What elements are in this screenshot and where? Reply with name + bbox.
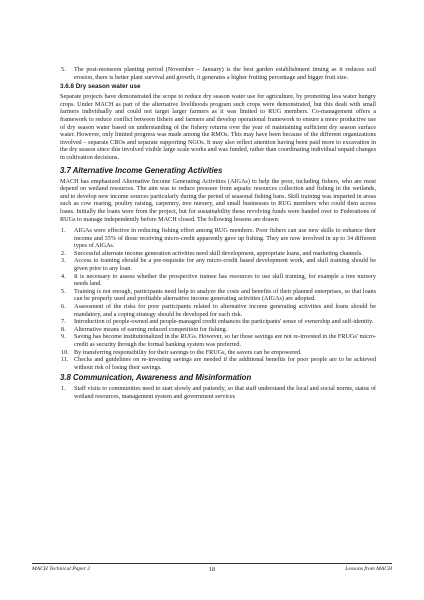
list-item-text: The post-monsoon planting period (November – January) is the best garden establishment timing as it reduces soil erosion, there is better plant survival and growth, it generates a higher fruiting percentage and bigger fruit size. xyxy=(74,66,376,81)
list-item-text: AIGAs were effective in reducing fishing effort among RUG members. Poor fishers can use new skills to enhance their income and 35% of those receiving micro-credit apparently gave up fishing. They are now involved in up to 34 different types of AIGAs. xyxy=(74,227,376,250)
list-item-number: 11. xyxy=(61,356,69,364)
list-item-text: Assessment of the risks for poor participants related to alternative income generating activities and loans should be mandatory, and a coping strategy should be developed for each risk. xyxy=(74,303,376,318)
list-item xyxy=(60,349,376,357)
list-item xyxy=(60,227,376,250)
list-item-text: Introduction of people-owned and people-managed credit enhances the participants' sense of ownership and self-identity. xyxy=(74,318,374,326)
list-item-text: Saving has become institutionalized in the RUGs. However, so far those savings are not re-invested in the FRUGs' micro-credit as security through the formal banking system was preferred. xyxy=(74,333,376,348)
list-item xyxy=(60,66,376,81)
footer-document-title: MACH Technical Paper 2 xyxy=(32,566,91,572)
list-item-number: 5. xyxy=(61,287,66,295)
list-item-number: 8. xyxy=(61,325,66,333)
list-item-number: 4. xyxy=(61,272,66,280)
list-item-text: Training is not enough, participants need help to analyze the costs and benefits of their planned enterprises, so that loans can be properly used and profitable alternative income generating activities (AIGAs) are adopted. xyxy=(74,287,376,303)
footer-page-number: 18 xyxy=(208,566,216,573)
list-item xyxy=(60,257,376,272)
list-item-number: 6. xyxy=(61,303,66,311)
list-item xyxy=(60,385,376,400)
list-item xyxy=(60,356,376,371)
lessons-list xyxy=(60,227,376,371)
list-item-text: Staff visits to communities need to start slowly and patiently, so that staff understand the local and social norms, status of wetland resources, management system and government services xyxy=(74,385,376,400)
list-item-text: It is necessary to assess whether the prospective trainee has resources to use skill training, for example a tree nursery needs land. xyxy=(74,272,376,288)
list-item-number: 1. xyxy=(61,227,66,235)
list-item-text: Access to training should be a pre-requisite for any micro-credit based development work, and skill training should be given prior to any loan. xyxy=(74,257,376,273)
list-item-number: 5. xyxy=(61,66,66,73)
intro-list xyxy=(60,66,376,81)
communication-list xyxy=(60,385,376,400)
page-footer xyxy=(32,563,392,574)
list-item-number: 7. xyxy=(61,318,66,326)
section-heading-alternative-income: 3.7 Alternative Income Generating Activities xyxy=(60,165,223,175)
section-heading-communication: 3.8 Communication, Awareness and Misinformation xyxy=(60,373,252,383)
list-item-number: 3. xyxy=(61,257,66,265)
list-item xyxy=(60,303,376,318)
list-item-text: Checks and guidelines on re-investing savings are needed if the additional benefits for poor people are to be achieved without risk of losing their savings. xyxy=(74,356,376,371)
section-paragraph-alternative-income: MACH has emphasized Alternative Income Generating Activities (AIGAs) to help the poor, including fishers, who are most depend on wetland resources. The aim was to reduce pressure from aquatic resources collection and fishing in the wetlands, and to develop new income sources particularly during the period of seasonal fishing bans. Skill training was imparted in areas such as cow rearing, poultry raising, carpentry, tree nursery, and small businesses to RUG members who could then access loans. Initially the loans were from the project, but for sustainability these revolving funds were handed over to Federations of RUGs to manage independently before MACH closed. The following lessons are drawn: xyxy=(60,177,376,223)
list-item xyxy=(60,333,376,348)
footer-section-title: Lessons from MACH xyxy=(345,566,392,572)
list-item-text: By transferring responsibility for their savings to the FRUGs, the savers can be empowered. xyxy=(74,348,302,356)
section-heading-dry-season-water-use: 3.6.8 Dry season water use xyxy=(60,83,141,91)
list-item xyxy=(60,273,376,288)
list-item-number: 1. xyxy=(61,385,66,393)
list-item xyxy=(60,250,376,258)
list-item xyxy=(60,326,376,334)
list-item-text: Alternative means of earning reduced competition for fishing. xyxy=(74,325,228,333)
list-item-text: Successful alternate income generation activities need skill development, appropriate loans, and marketing channels. xyxy=(74,249,363,257)
list-item-number: 10. xyxy=(61,348,69,356)
page-content xyxy=(60,66,376,403)
list-item-number: 2. xyxy=(61,249,66,257)
list-item xyxy=(60,288,376,303)
list-item-number: 9. xyxy=(61,333,66,341)
list-item xyxy=(60,318,376,326)
section-paragraph-dry-season-water-use: Separate projects have demonstrated the scope to reduce dry season water use for agriculture, by promoting less water hungry crops. Under MACH as part of the alternative livelihoods program such crops were demonstrated, but this dealt with small farmers individually and could not target larger farmers as it was limited to RUG members. Co-management offers a framework to reduce conflict between fishers and farmers and develop operational framework to ensure a more productive use of dry season water based on understanding of the fishery returns over the year of maintaining sufficient dry season surface water. However, only limited progress was made among the RMOs. This may have been because of the different organizations involved – separate CBOs and separate supporting NGOs. It may also reflect attention having been paid more to excavation in the dry season since this involved visible large scale works and was funded, rather than coordinating individual unpaid changes in cultivation decisions. xyxy=(60,93,376,161)
